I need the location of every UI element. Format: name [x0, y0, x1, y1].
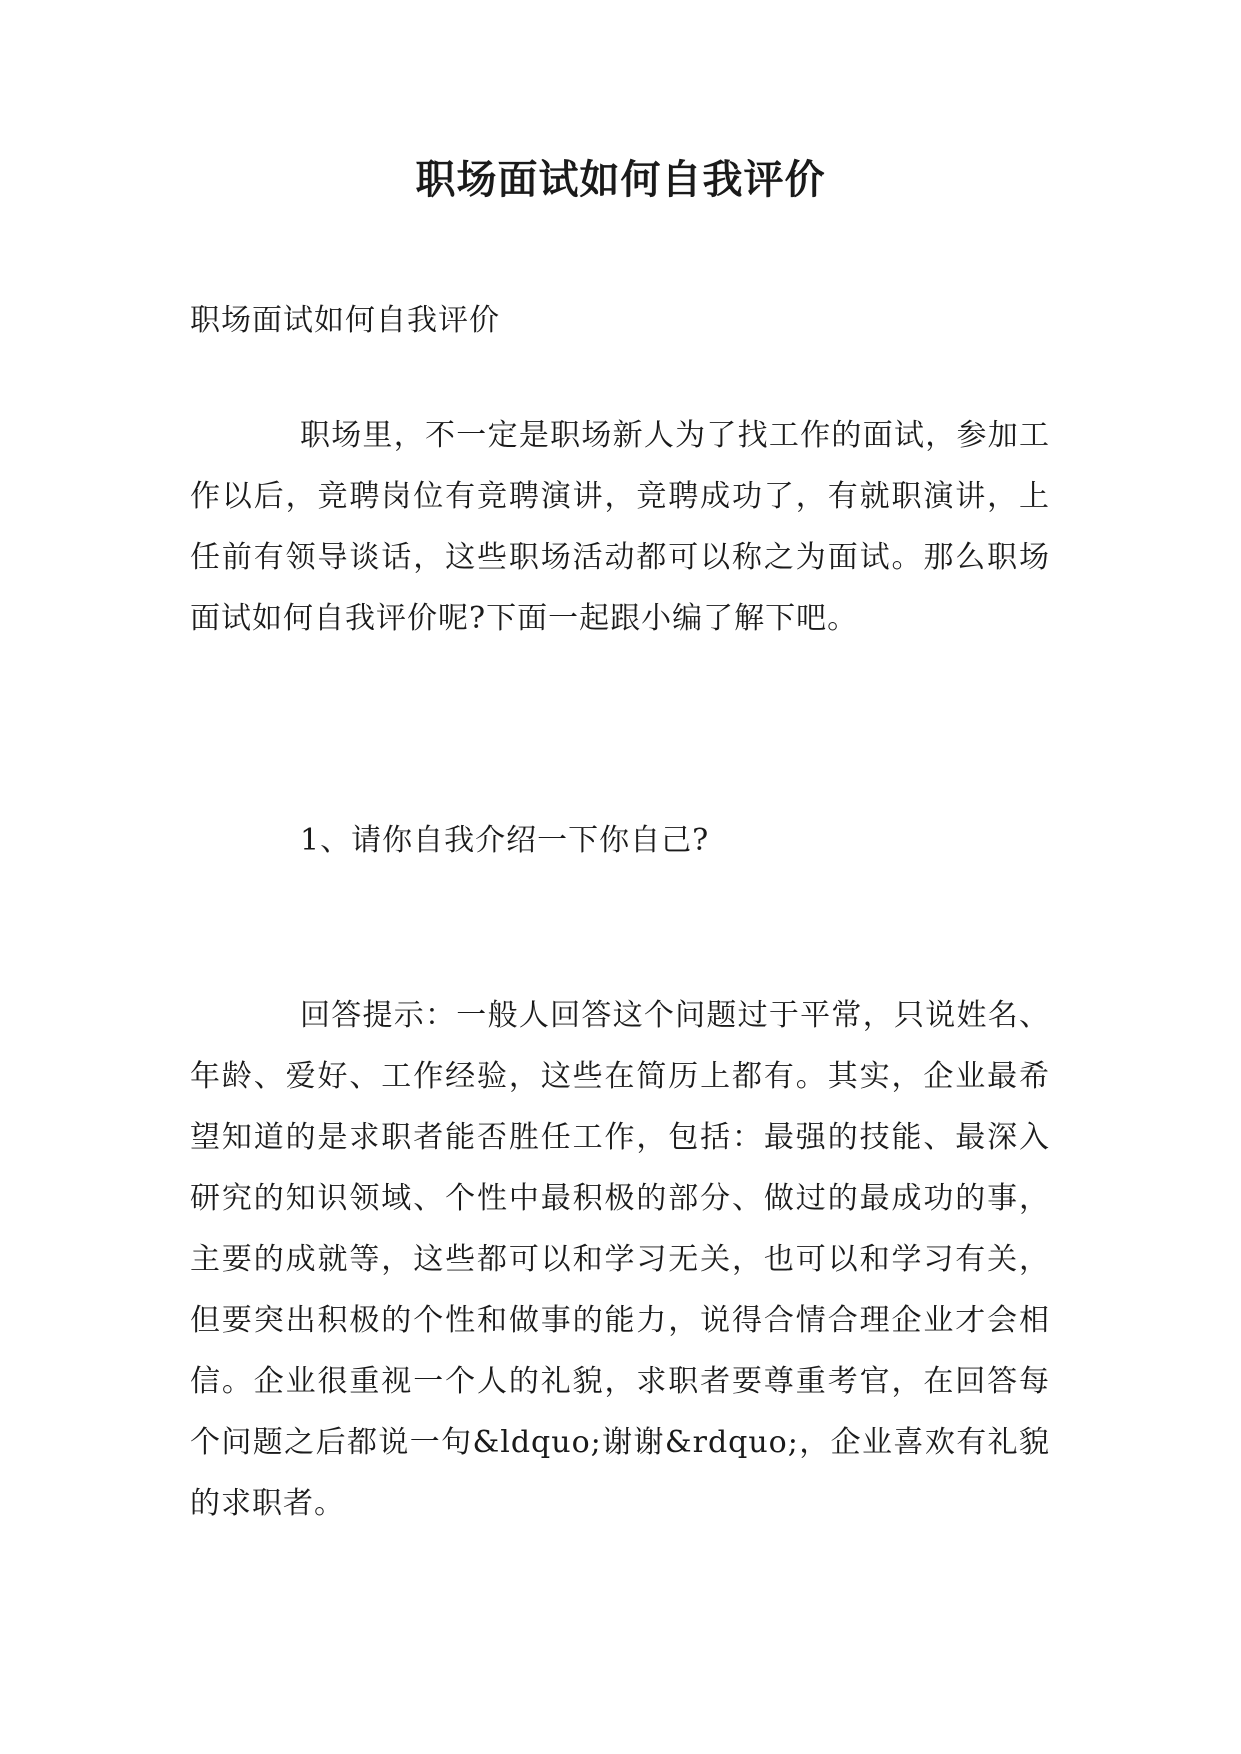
- document-title: 职场面试如何自我评价: [415, 156, 826, 203]
- document-subtitle: 职场面试如何自我评价: [190, 303, 500, 338]
- intro-paragraph: 职场里，不一定是职场新人为了找工作的面试，参加工作以后，竞聘岗位有竞聘演讲，竞聘成功了，有就职演讲，上任前有领导谈话，这些职场活动都可以称之为面试。那么职场面试如何自我评价呢?下面一起跟小编了解下吧。: [190, 418, 1050, 636]
- question-heading: 1、请你自我介绍一下你自己?: [300, 823, 710, 858]
- answer-paragraph: 回答提示：一般人回答这个问题过于平常，只说姓名、年龄、爱好、工作经验，这些在简历上都有。其实，企业最希望知道的是求职者能否胜任工作，包括：最强的技能、最深入研究的知识领域、个性中最积极的部分、做过的最成功的事，主要的成就等，这些都可以和学习无关，也可以和学习有关，但要突出积极的个性和做事的能力，说得合情合理企业才会相信。企业很重视一个人的礼貌，求职者要尊重考官，在回答每个问题之后都说一句&ldquo;谢谢&rdquo;，企业喜欢有礼貌的求职者。: [190, 998, 1050, 1521]
